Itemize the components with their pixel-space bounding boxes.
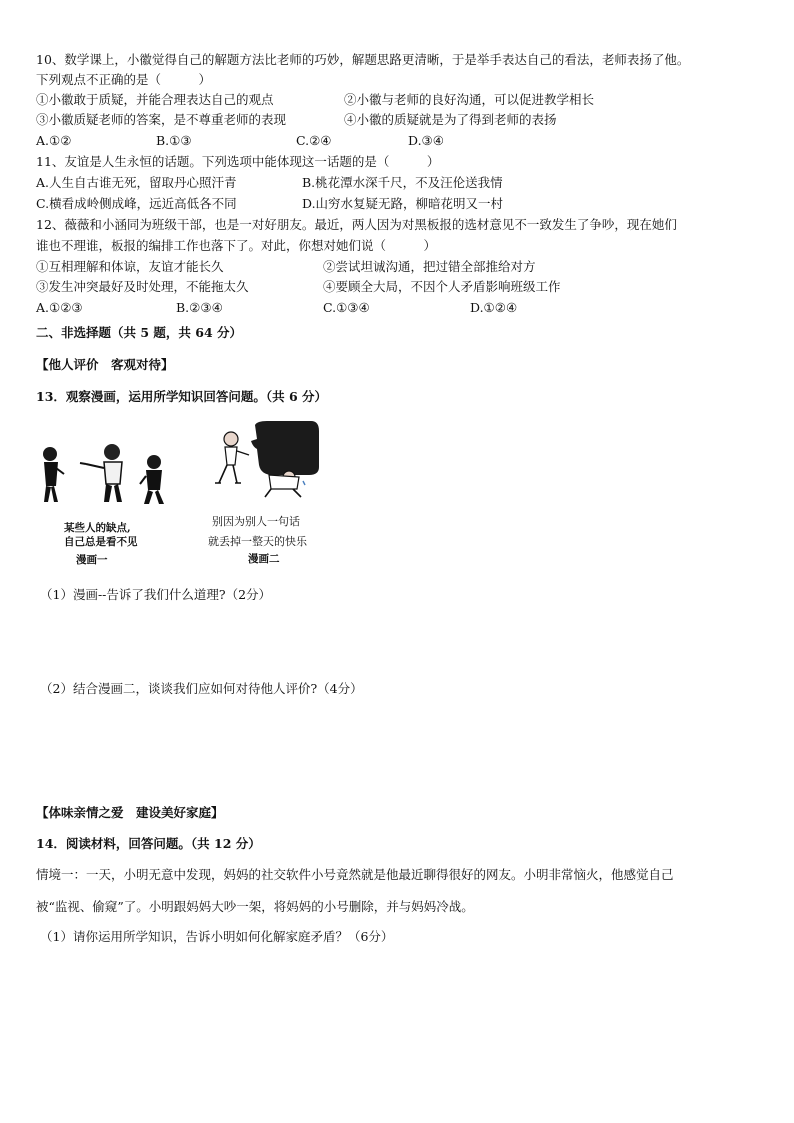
topic-heading-evaluation: 【他人评价 客观对待】 (36, 357, 174, 372)
q14-context-line2: 被“监视、偷窥”了。小明跟妈妈大吵一架，将妈妈的小号删除，并与妈妈冷战。 (36, 899, 474, 914)
q11-option-d: D.山穷水复疑无路，柳暗花明又一村 (302, 196, 504, 211)
q12-statement-3: ③发生冲突最好及时处理，不能拖太久 (36, 279, 249, 294)
cartoon-one-figures (36, 440, 176, 510)
cartoon-one-label: 漫画一 (76, 554, 108, 566)
q14-stem: 14．阅读材料，回答问题。（共 12 分） (36, 836, 261, 851)
cartoon-two-caption-line2: 就丢掉一整天的快乐 (208, 535, 307, 548)
q13-stem: 13．观察漫画，运用所学知识回答问题。（共 6 分） (36, 389, 328, 404)
q10-option-d: D.③④ (408, 133, 444, 148)
q13-subquestion-1: （1）漫画--告诉了我们什么道理?（2分） (40, 587, 272, 602)
section-heading: 二、非选择题（共 5 题，共 64 分） (36, 325, 243, 340)
q10-option-b: B.①③ (156, 133, 192, 148)
q10-statement-4: ④小徽的质疑就是为了得到老师的表扬 (344, 112, 557, 127)
q10-stem-line2: 下列观点不正确的是（ ） (36, 72, 212, 87)
q10-option-c: C.②④ (296, 133, 332, 148)
cartoon-two-burden (203, 419, 323, 499)
q12-option-b: B.②③④ (176, 300, 223, 315)
q12-stem-line2: 谁也不理谁，板报的编排工作也落下了。对此，你想对她们说（ ） (36, 238, 437, 253)
q12-stem-line1: 12、薇薇和小涵同为班级干部，也是一对好朋友。最近，两人因为对黑板报的选材意见不一致发生了争吵，现在她们 (36, 217, 677, 232)
q10-stem-line1: 10、数学课上，小徽觉得自己的解题方法比老师的巧妙，解题思路更清晰，于是举手表达自己的看法，老师表扬了他。 (36, 52, 690, 67)
q14-subquestion-1: （1）请你运用所学知识，告诉小明如何化解家庭矛盾？（6分） (40, 929, 394, 944)
q10-option-a: A.①② (36, 133, 72, 148)
q13-subquestion-2: （2）结合漫画二，谈谈我们应如何对待他人评价?（4分） (40, 681, 363, 696)
cartoon-one-caption-line2: 自己总是看不见 (64, 536, 138, 548)
q10-statement-2: ②小徽与老师的良好沟通，可以促进教学相长 (344, 92, 595, 107)
q11-option-a: A.人生自古谁无死，留取丹心照汗青 (36, 175, 237, 190)
q12-option-a: A.①②③ (36, 300, 83, 315)
cartoon-one-caption-line1: 某些人的缺点, (64, 522, 131, 534)
topic-heading-family: 【体味亲情之爱 建设美好家庭】 (36, 805, 224, 820)
q12-option-d: D.①②④ (470, 300, 518, 315)
cartoon-two-label: 漫画二 (248, 553, 280, 565)
q12-option-c: C.①③④ (323, 300, 370, 315)
q11-stem: 11、友谊是人生永恒的话题。下列选项中能体现这一话题的是（ ） (36, 154, 440, 169)
cartoon-two-caption-line1: 别因为别人一句话 (212, 515, 300, 528)
q11-option-b: B.桃花潭水深千尺，不及汪伦送我情 (302, 175, 503, 190)
q12-statement-2: ②尝试坦诚沟通，把过错全部推给对方 (323, 259, 536, 274)
q10-statement-3: ③小徽质疑老师的答案，是不尊重老师的表现 (36, 112, 287, 127)
q11-option-c: C.横看成岭侧成峰，远近高低各不同 (36, 196, 237, 211)
q14-context-line1: 情境一：一天，小明无意中发现，妈妈的社交软件小号竟然就是他最近聊得很好的网友。小明非常恼火，他感觉自己 (36, 867, 674, 882)
q12-statement-1: ①互相理解和体谅，友谊才能长久 (36, 259, 224, 274)
q12-statement-4: ④要顾全大局，不因个人矛盾影响班级工作 (323, 279, 561, 294)
q10-statement-1: ①小徽敢于质疑，并能合理表达自己的观点 (36, 92, 274, 107)
